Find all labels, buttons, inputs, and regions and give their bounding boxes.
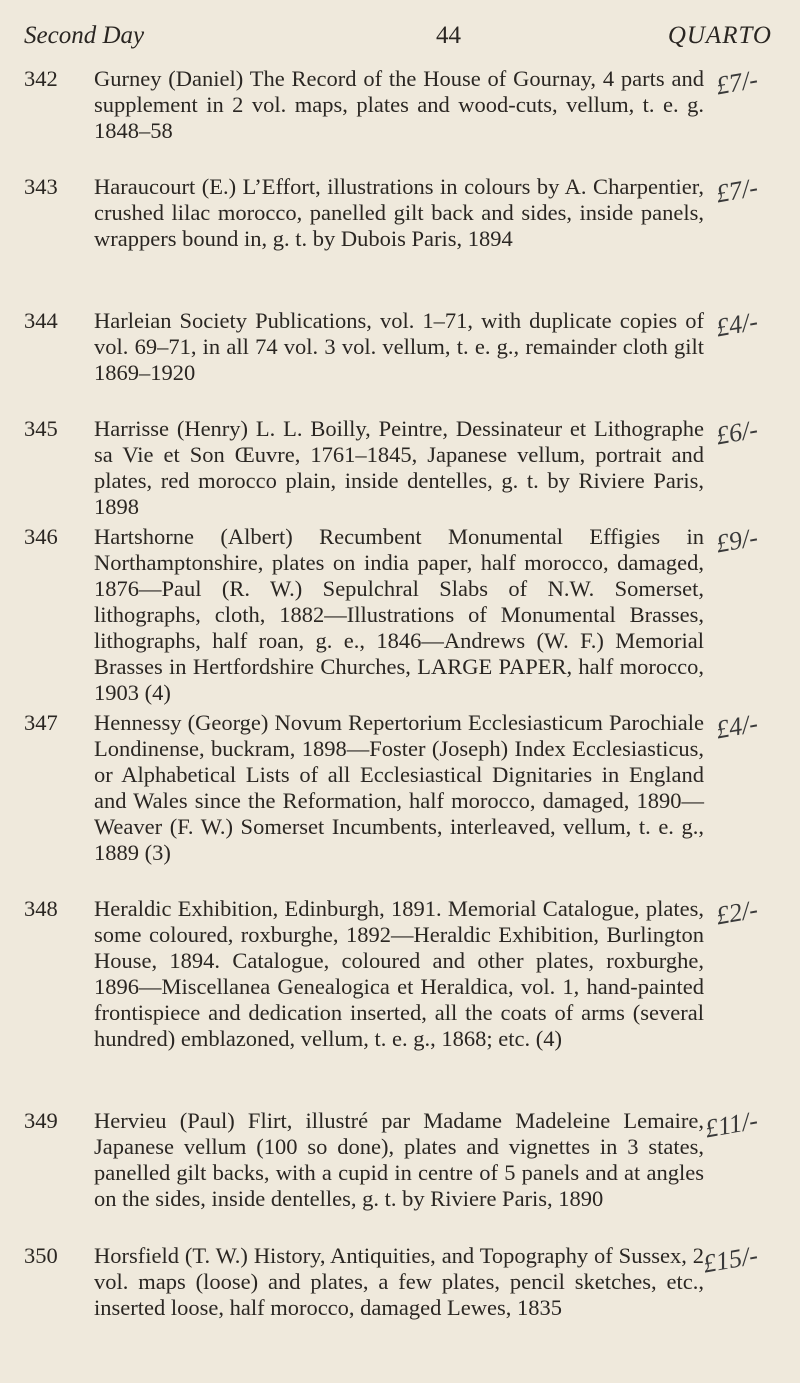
lot-description: Gurney (Daniel) The Record of the House of Gournay, 4 parts and supplement in 2 vol. maps, plates and wood-cuts, vellum, t. e. g. 1848–58 (94, 66, 704, 143)
lot-entry (24, 524, 764, 706)
lot-entry (24, 66, 764, 144)
page-number: 44 (436, 22, 461, 49)
lot-entry (24, 1105, 764, 1212)
lot-number: 342 (24, 66, 58, 91)
handwritten-price: £15/- (700, 1240, 761, 1279)
page-header (24, 22, 776, 52)
handwritten-price: £7/- (713, 172, 761, 209)
lot-number: 349 (24, 1108, 58, 1133)
handwritten-price: £2/- (713, 894, 761, 931)
lot-entry (24, 896, 764, 1052)
lot-entry (24, 308, 764, 386)
handwritten-price: £11/- (702, 1105, 761, 1144)
lot-entry (24, 1240, 764, 1321)
lot-number: 346 (24, 524, 58, 549)
lot-description: Harleian Society Publications, vol. 1–71, with duplicate copies of vol. 69–71, in all 74 vol. 3 vol. vellum, t. e. g., remainder cloth gilt 1869–1920 (94, 308, 704, 385)
handwritten-price: £4/- (713, 306, 761, 343)
lot-number: 350 (24, 1243, 58, 1268)
header-day: Second Day (24, 22, 145, 49)
lot-number: 344 (24, 308, 58, 333)
header-format: QUARTO (667, 22, 772, 49)
lot-description: Horsfield (T. W.) History, Antiquities, and Topography of Sussex, 2 vol. maps (loose) and plates, a few plates, pencil sketches, etc., inserted loose, half morocco, damaged Lewes, 1835 (94, 1243, 704, 1320)
lot-description: Haraucourt (E.) L’Effort, illustrations in colours by A. Charpentier, crushed lilac morocco, panelled gilt back and sides, inside panels, wrappers bound in, g. t. by Dubois Paris, 1894 (94, 174, 704, 251)
handwritten-price: £6/- (713, 414, 761, 451)
lot-description: Heraldic Exhibition, Edinburgh, 1891. Memorial Catalogue, plates, some coloured, roxburghe, 1892—Heraldic Exhibition, Burlington House, 1894. Catalogue, coloured and other plates, roxburghe, 1896—Miscellanea Genealogica et Heraldica, vol. 1, hand-painted frontispiece and dedication inserted, all the coats of arms (several hundred) emblazoned, vellum, t. e. g., 1868; etc. (4) (94, 896, 704, 1051)
lot-number: 345 (24, 416, 58, 441)
lot-entry (24, 174, 764, 252)
lot-description: Hartshorne (Albert) Recumbent Monumental Effigies in Northamptonshire, plates on india paper, half morocco, damaged, 1876—Paul (R. W.) Sepulchral Slabs of N.W. Somerset, lithographs, cloth, 1882—Illustrations of Monumental Brasses, lithographs, half roan, g. e., 1846—Andrews (W. F.) Memorial Brasses in Hertfordshire Churches, LARGE PAPER, half morocco, 1903 (4) (94, 524, 704, 705)
lot-entry (24, 416, 764, 520)
lot-number: 348 (24, 896, 58, 921)
handwritten-price: £9/- (713, 522, 761, 559)
lot-description: Harrisse (Henry) L. L. Boilly, Peintre, Dessinateur et Lithographe sa Vie et Son Œuvre, 1761–1845, Japanese vellum, portrait and plates, red morocco plain, inside dentelles, g. t. by Riviere Paris, 1898 (94, 416, 704, 519)
lot-number: 347 (24, 710, 58, 735)
lot-description: Hervieu (Paul) Flirt, illustré par Madame Madeleine Lemaire, Japanese vellum (100 so done), plates and vignettes in 3 states, panelled gilt backs, with a cupid in centre of 5 panels and at angles on the sides, inside dentelles, g. t. by Riviere Paris, 1890 (94, 1108, 704, 1211)
handwritten-price: £7/- (713, 64, 761, 101)
lot-number: 343 (24, 174, 58, 199)
lot-description: Hennessy (George) Novum Repertorium Ecclesiasticum Parochiale Londinense, buckram, 1898—Foster (Joseph) Index Ecclesiasticus, or Alphabetical Lists of all Ecclesiastical Dignitaries in England and Wales since the Reformation, half morocco, damaged, 1890—Weaver (F. W.) Somerset Incumbents, interleaved, vellum, t. e. g., 1889 (3) (94, 710, 704, 865)
lot-entry (24, 710, 764, 866)
handwritten-price: £4/- (713, 708, 761, 745)
